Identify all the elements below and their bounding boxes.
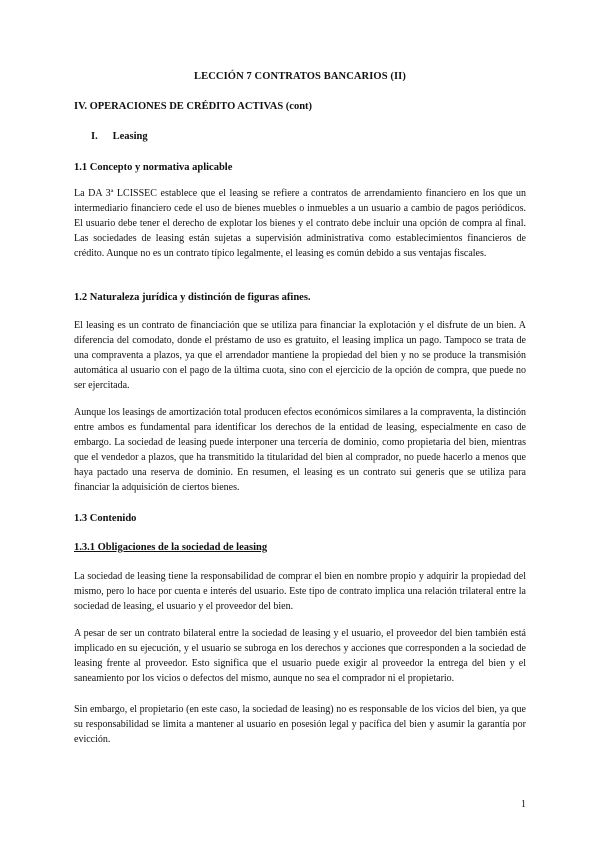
heading-1-3-1: 1.3.1 Obligaciones de la sociedad de leasing [74, 542, 268, 553]
paragraph-naturaleza: El leasing es un contrato de financiación que se utiliza para financiar la explotación y el disfrute de un bien. A diferencia del comodato, donde el préstamo de uso es gratuito, el leasing implica un pago. Tampoco se trata de una compraventa a plazos, ya que el arrendador mantiene la propiedad del bien y no se produce la transmisión automática al usuario con el pago de la última cuota, sino con el ejercicio de la opción de compra, que puede no ser ejercitada. [74, 320, 526, 392]
paragraph-propietario: Sin embargo, el propietario (en este caso, la sociedad de leasing) no es responsable de los vicios del bien, ya que su responsabilidad se limita a mantener al usuario en posesión legal y pacífica del bien y asumir la garantía por evicción. [74, 704, 526, 746]
paragraph-concepto: La DA 3ª LCISSEC establece que el leasing se refiere a contratos de arrendamiento financiero en los que un intermediario financiero cede el uso de bienes muebles o inmuebles a un usuario a cambio de pagos periódicos. El usuario debe tener el derecho de explotar los bienes y el contrato debe incluir una opción de compra al final. Las sociedades de leasing están sujetas a supervisión administrativa como establecimientos financieros de crédito. Aunque no es un contrato típico legalmente, el leasing es común debido a sus ventajas fiscales. [74, 188, 526, 260]
heading-1-1: 1.1 Concepto y normativa aplicable [74, 162, 233, 173]
subsection-number: I. [91, 131, 98, 142]
paragraph-obligaciones: La sociedad de leasing tiene la responsabilidad de comprar el bien en nombre propio y adquirir la propiedad del mismo, pero lo hace por cuenta e interés del usuario. Este tipo de contrato implica una relación trilateral entre la sociedad de leasing, el usuario y el proveedor del bien. [74, 571, 526, 613]
lesson-title: LECCIÓN 7 CONTRATOS BANCARIOS (II) [194, 71, 406, 82]
paragraph-distincion: Aunque los leasings de amortización total producen efectos económicos similares a la compraventa, la distinción entre ambos es fundamental para identificar los derechos de la entidad de leasing, especialmente en caso de embargo. La sociedad de leasing puede interponer una tercería de dominio, como propietaria del bien, mientras que el vendedor a plazos, que ha transmitido la titularidad del bien al comprador, no puede hacerlo a menos que haya pactado una reserva de dominio. En resumen, el leasing es un contrato sui generis que se utiliza para financiar la adquisición de ciertos bienes. [74, 407, 526, 494]
paragraph-contrato-bilateral: A pesar de ser un contrato bilateral entre la sociedad de leasing y el usuario, el proveedor del bien también está implicado en su ejecución, y el usuario se subroga en los derechos y acciones que corresponden a la sociedad de leasing frente al proveedor. Esto significa que el usuario puede exigir al proveedor la entrega del bien y el saneamiento por los vicios o defectos del mismo, aunque no sea el comprador ni el propietario. [74, 628, 526, 685]
heading-1-3: 1.3 Contenido [74, 513, 137, 524]
document-page [74, 0, 526, 848]
page-number: 1 [521, 799, 526, 810]
section-heading: IV. OPERACIONES DE CRÉDITO ACTIVAS (cont) [74, 101, 313, 112]
heading-1-2: 1.2 Naturaleza jurídica y distinción de figuras afines. [74, 292, 311, 303]
subsection-heading [91, 131, 148, 142]
subsection-label: Leasing [112, 131, 148, 142]
